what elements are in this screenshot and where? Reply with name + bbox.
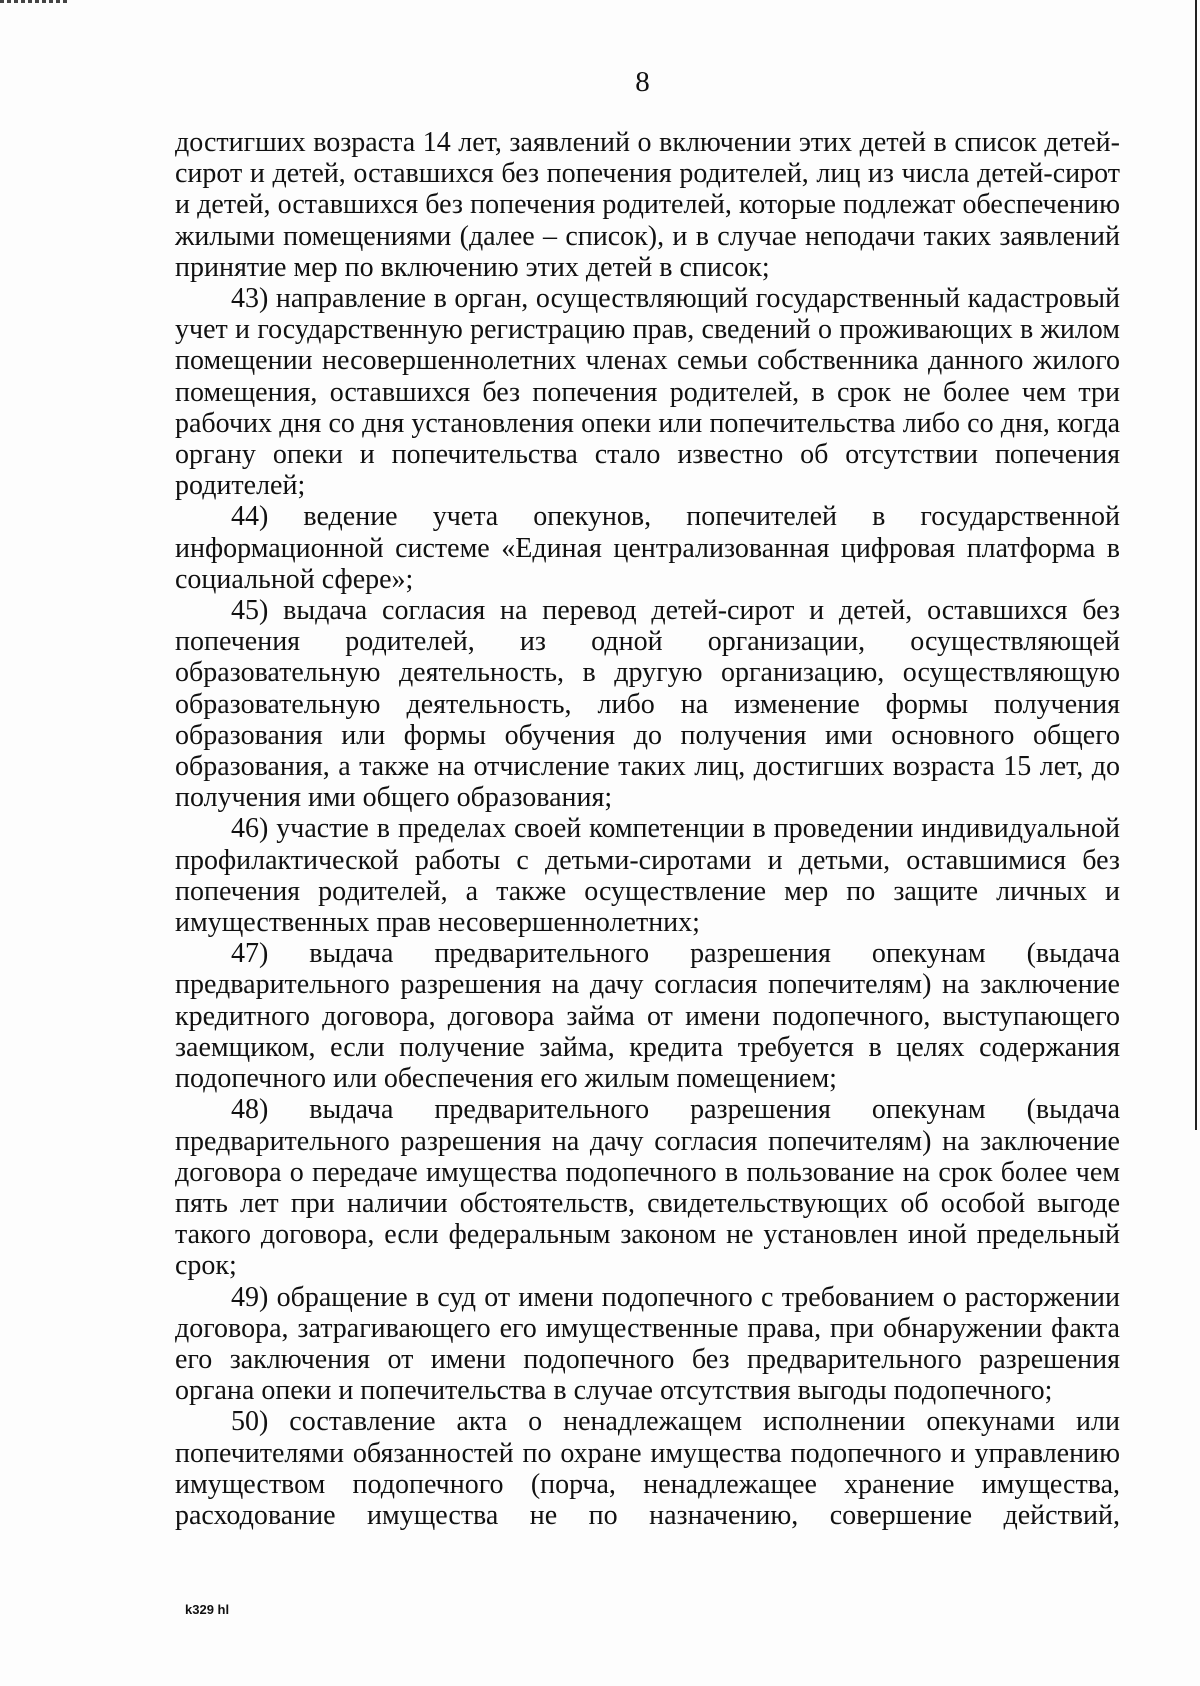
paragraph-item-45: 45) выдача согласия на перевод детей-сирот и детей, оставшихся без попечения родителей, из одной организации, осуществляющей образовательную деятельность, в другую организацию, осуществляющую образовательную деятельность, либо на изменение формы получения образования или формы обучения до получения ими основного общего образования, а также на отчисление таких лиц, достигших возраста 15 лет, до получения ими общего образования; bbox=[175, 595, 1120, 814]
scan-artifact-right-edge bbox=[1195, 0, 1197, 1130]
paragraph-item-48: 48) выдача предварительного разрешения опекунам (выдача предварительного разрешения на дачу согласия попечителям) на заключение договора о передаче имущества подопечного в пользование на срок более чем пять лет при наличии обстоятельств, свидетельствующих об особой выгоде такого договора, если федеральным законом не установлен иной предельный срок; bbox=[175, 1094, 1120, 1282]
paragraph-item-46: 46) участие в пределах своей компетенции в проведении индивидуальной профилактической работы с детьми-сиротами и детьми, оставшимися без попечения родителей, а также осуществление мер по защите личных и имущественных прав несовершеннолетних; bbox=[175, 813, 1120, 939]
paragraph-item-44: 44) ведение учета опекунов, попечителей в государственной информационной системе «Единая централизованная цифровая платформа в социальной сфере»; bbox=[175, 501, 1120, 595]
paragraph-item-47: 47) выдача предварительного разрешения опекунам (выдача предварительного разрешения на дачу согласия попечителям) на заключение кредитного договора, договора займа от имени подопечного, выступающего заемщиком, если получение займа, кредита требуется в целях содержания подопечного или обеспечения его жилым помещением; bbox=[175, 938, 1120, 1095]
paragraph-item-43: 43) направление в орган, осуществляющий государственный кадастровый учет и государственную регистрацию прав, сведений о проживающих в жилом помещении несовершеннолетних членах семьи собственника данного жилого помещения, оставшихся без попечения родителей, в срок не более чем три рабочих дня со дня установления опеки или попечительства либо со дня, когда органу опеки и попечительства стало известно об отсутствии попечения родителей; bbox=[175, 283, 1120, 502]
page-number: 8 bbox=[635, 66, 650, 98]
paragraph-item-50: 50) составление акта о ненадлежащем исполнении опекунами или попечителями обязанностей по охране имущества подопечного и управлению имуществом подопечного (порча, ненадлежащее хранение имущества, расходование имущества не по назначению, совершение действий, bbox=[175, 1406, 1120, 1531]
footer-document-code: k329 hl bbox=[185, 1602, 230, 1617]
paragraph-item-49: 49) обращение в суд от имени подопечного с требованием о расторжении договора, затрагивающего его имущественные права, при обнаружении факта его заключения от имени подопечного без предварительного разрешения органа опеки и попечительства в случае отсутствия выгоды подопечного; bbox=[175, 1281, 1120, 1407]
paragraph-continuation: достигших возраста 14 лет, заявлений о включении этих детей в список детей-сирот и детей, оставшихся без попечения родителей, лиц из числа детей-сирот и детей, оставшихся без попечения родителей, которые подлежат обеспечению жилыми помещениями (далее – список), и в случае неподачи таких заявлений принятие мер по включению этих детей в список; bbox=[175, 127, 1120, 283]
scan-artifact-top bbox=[0, 0, 70, 3]
document-body bbox=[175, 127, 1120, 1531]
